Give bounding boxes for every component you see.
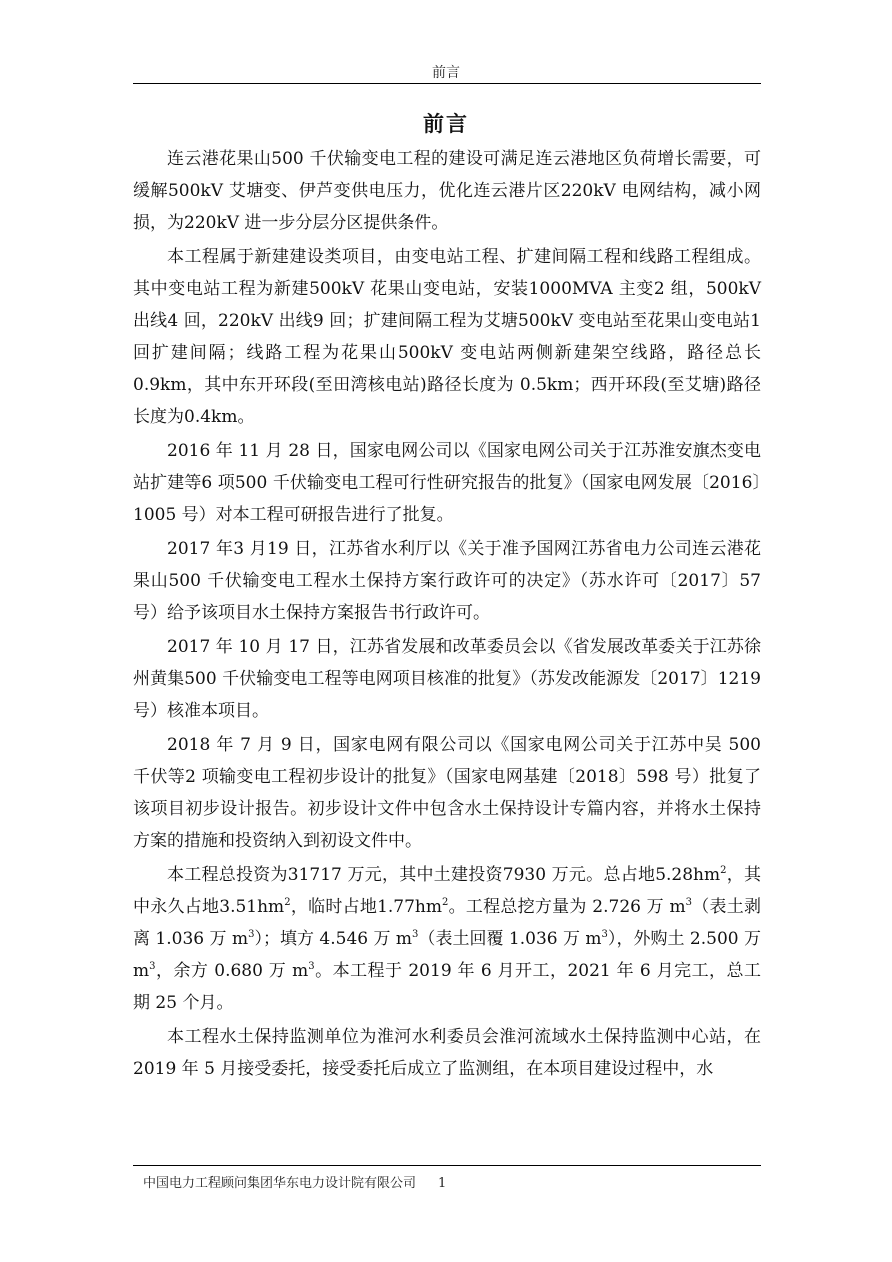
footer-rule bbox=[133, 1165, 761, 1166]
text-run: ，余方 0.680 万 m bbox=[155, 961, 309, 981]
paragraph: 2017 年3 月19 日，江苏省水利厅以《关于准予国网江苏省电力公司连云港花果山500 千伏输变电工程水土保持方案行政许可的决定》（苏水许可〔2017〕57 号）给予该项目水土保持方案报告书行政许可。 bbox=[133, 539, 761, 623]
paragraph: 本工程属于新建建设类项目，由变电站工程、扩建间隔工程和线路工程组成。其中变电站工程为新建500kV 花果山变电站，安装1000MVA 主变2 组，500kV 出线4 回，220kV 出线9 回；扩建间隔工程为艾塘500kV 变电站至花果山变电站1 回扩建间隔；线路工程为花果山500kV 变电站两侧新建架空线路，路径总长 0.9km，其中东开环段(至田湾核电站)路径长度为 0.5km；西开环段(至艾塘)路径长度为0.4km。 bbox=[133, 247, 761, 427]
header-rule bbox=[133, 83, 761, 84]
section-title: 前言 bbox=[423, 111, 469, 136]
superscript: 3 bbox=[248, 929, 255, 940]
superscript: 2 bbox=[284, 897, 291, 908]
text-run: ，其中永久占地3.51hm bbox=[133, 865, 762, 917]
text-run: 本工程总投资为31717 万元，其中土建投资7930 万元。总占地5.28hm bbox=[167, 865, 721, 885]
superscript: 3 bbox=[685, 897, 693, 908]
text-run: 。工程总挖方量为 2.726 万 m bbox=[448, 897, 686, 917]
superscript: 2 bbox=[442, 897, 449, 908]
paragraph: 2018 年 7 月 9 日，国家电网有限公司以《国家电网公司关于江苏中吴 500 千伏等2 项输变电工程初步设计的批复》（国家电网基建〔2018〕598 号）批复了该项目初步设计报告。初步设计文件中包含水土保持设计专篇内容，并将水土保持方案的措施和投资纳入到初设文件中。 bbox=[133, 735, 761, 851]
paragraph-investment bbox=[133, 859, 761, 1019]
paragraph: 本工程水土保持监测单位为淮河水利委员会淮河流域水土保持监测中心站，在 2019 年 5 月接受委托，接受委托后成立了监测组，在本项目建设过程中，水 bbox=[133, 1027, 761, 1079]
running-header: 前言 bbox=[432, 65, 460, 81]
text-run: 。本工程于 2019 年 6 月开工，2021 年 6 月完工，总工期 25 个月。 bbox=[133, 961, 761, 1013]
text-run: ，临时占地1.77hm bbox=[290, 897, 442, 917]
page-footer bbox=[143, 1172, 446, 1191]
text-run: （表土回覆 1.036 万 m bbox=[418, 929, 602, 949]
text-run: （表土剥离 1.036 万 m bbox=[133, 897, 762, 949]
footer-organization: 中国电力工程顾问集团华东电力设计院有限公司 bbox=[143, 1176, 417, 1191]
superscript: 3 bbox=[149, 961, 156, 972]
superscript: 3 bbox=[412, 929, 419, 940]
superscript: 3 bbox=[308, 961, 315, 972]
page-number: 1 bbox=[438, 1176, 447, 1191]
body-text bbox=[133, 143, 761, 1087]
text-run: ），外购土 2.500 万 m bbox=[133, 929, 761, 981]
paragraph: 2016 年 11 月 28 日，国家电网公司以《国家电网公司关于江苏淮安旗杰变电站扩建等6 项500 千伏输变电工程可行性研究报告的批复》（国家电网发展〔2016〕1005 号）对本工程可研报告进行了批复。 bbox=[133, 441, 761, 525]
text-run: ）；填方 4.546 万 m bbox=[254, 929, 413, 949]
superscript: 3 bbox=[601, 929, 608, 940]
paragraph: 2017 年 10 月 17 日，江苏省发展和改革委员会以《省发展改革委关于江苏徐州黄集500 千伏输变电工程等电网项目核准的批复》（苏发改能源发〔2017〕1219 号）核准本项目。 bbox=[133, 637, 761, 721]
paragraph: 连云港花果山500 千伏输变电工程的建设可满足连云港地区负荷增长需要，可缓解500kV 艾塘变、伊芦变供电压力，优化连云港片区220kV 电网结构，减小网损，为220kV 进一步分层分区提供条件。 bbox=[133, 149, 761, 233]
superscript: 2 bbox=[720, 865, 727, 876]
